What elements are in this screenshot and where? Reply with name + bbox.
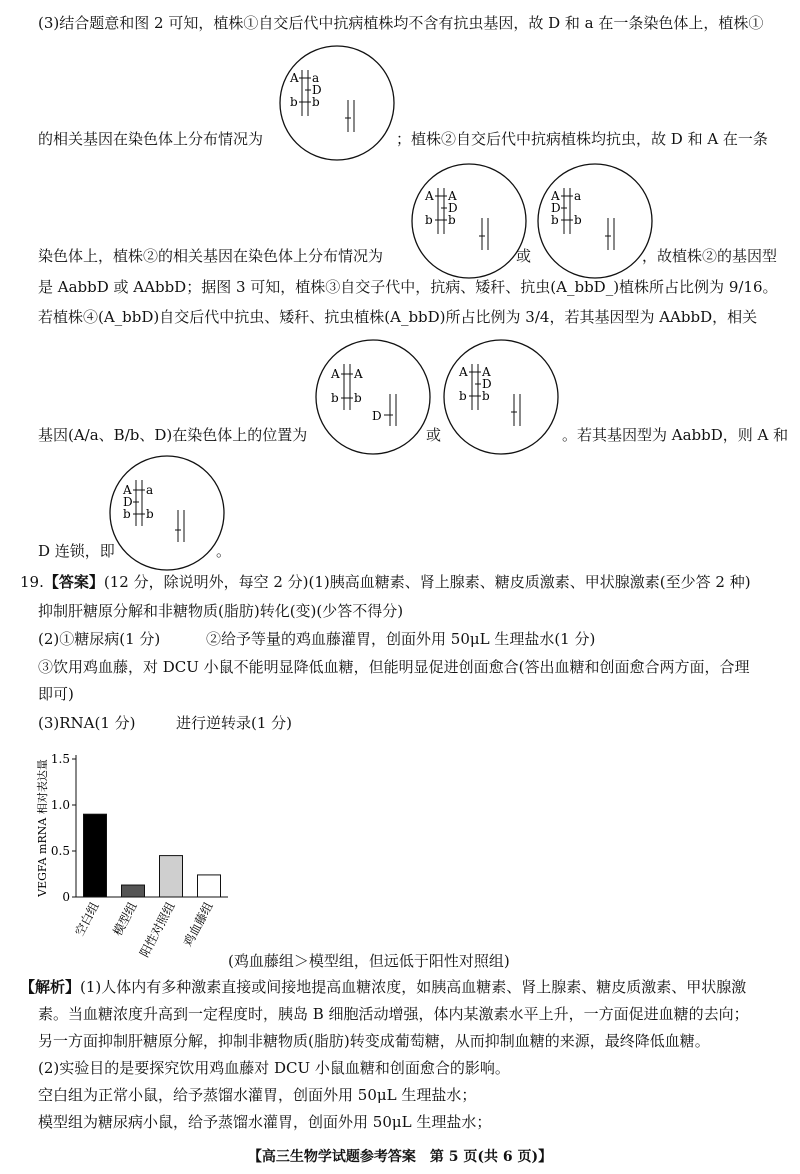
question-number: 19. (20, 573, 44, 591)
gene-label: b (312, 95, 320, 109)
gene-label: a (146, 483, 154, 497)
bar-4 (198, 875, 221, 897)
analysis-tag: 【解析】 (20, 978, 81, 996)
text-line: 。若其基因型为 AabbD，则 A 和 (562, 426, 789, 444)
analysis-line: (2)实验目的是要探究饮用鸡血藤对 DCU 小鼠血糖和创面愈合的影响。 (38, 1059, 510, 1077)
gene-label: b (331, 391, 339, 405)
text-line: 是 AabbD 或 AAbbD；据图 3 可知，植株③自交子代中，抗病、矮秆、抗虫(A_bbD_)植株所占比例为 9/16。 (38, 278, 778, 296)
gene-label: D (312, 83, 322, 97)
answer-text: (12 分，除说明外，每空 2 分)(1)胰高血糖素、肾上腺素、糖皮质激素、甲状腺激素(至少答 2 种) (103, 573, 751, 591)
gene-label: b (425, 213, 433, 227)
answer-line: ②给予等量的鸡血藤灌胃，创面外用 50μL 生理盐水(1 分) (206, 630, 596, 648)
bar-2 (122, 885, 145, 897)
analysis-line: 另一方面抑制肝糖原分解，抑制非糖物质(脂肪)转变成葡萄糖，从而抑制血糖的来源，最终降低血糖。 (38, 1032, 710, 1050)
answer-line: 即可) (38, 685, 74, 703)
x-tick-label: 鸡血藤组 (180, 899, 216, 949)
gene-label: b (290, 95, 298, 109)
text-line: ，故植株②的基因型 (642, 247, 778, 265)
gene-label: A (448, 189, 457, 203)
answer-line: 抑制肝糖原分解和非糖物质(脂肪)转化(变)(少答不得分) (38, 602, 404, 620)
gene-label: D (372, 409, 382, 423)
gene-label: b (123, 507, 131, 521)
text-line: 。 (216, 542, 232, 560)
bar-1 (84, 814, 107, 897)
gene-label: A (290, 71, 299, 85)
gene-label: A (551, 189, 560, 203)
y-tick-label: 1.5 (50, 752, 70, 766)
y-tick-label: 1.0 (50, 798, 70, 812)
bar-chart (30, 735, 250, 960)
gene-label: A (354, 367, 363, 381)
text-line: 若植株④(A_bbD)自交后代中抗虫、矮秆、抗虫植株(A_bbD)所占比例为 3/4，若其基因型为 AAbbD，相关 (38, 308, 758, 326)
chromosome-diagram (314, 338, 432, 456)
answer-line (20, 571, 780, 593)
text-line: 基因(A/a、B/b、D)在染色体上的位置为 (38, 426, 308, 444)
analysis-line: 模型组为糖尿病小鼠，给予蒸馏水灌胃，创面外用 50μL 生理盐水； (38, 1113, 492, 1131)
analysis-line: 空白组为正常小鼠，给予蒸馏水灌胃，创面外用 50μL 生理盐水； (38, 1086, 477, 1104)
bar-3 (160, 856, 183, 897)
gene-label: D (123, 495, 133, 509)
chart-caption: (鸡血藤组＞模型组，但远低于阳性对照组) (228, 952, 510, 970)
gene-label: b (354, 391, 362, 405)
answer-line: ③饮用鸡血藤，对 DCU 小鼠不能明显降低血糖，但能明显促进创面愈合(答出血糖和创面愈合两方面，合理 (38, 658, 750, 676)
chromosome-diagram (536, 162, 654, 280)
answer-line: 进行逆转录(1 分) (176, 714, 293, 732)
answer-tag: 【答案】 (43, 573, 104, 591)
analysis-line: 素。当血糖浓度升高到一定程度时，胰岛 B 细胞活动增强，体内某激素水平上升，一方面促进血糖的去向； (38, 1005, 749, 1023)
chromosome-diagram (410, 162, 528, 280)
x-tick-label: 模型组 (110, 899, 140, 939)
gene-label: b (146, 507, 154, 521)
text-line: (3)结合题意和图 2 可知，植株①自交后代中抗病植株均不含有抗虫基因，故 D 和 a 在一条染色体上，植株① (38, 14, 764, 32)
page-footer: 【高三生物学试题参考答案 第 5 页(共 6 页)】 (247, 1149, 553, 1165)
gene-label: A (331, 367, 340, 381)
chromosome-diagram (442, 338, 560, 456)
gene-label: A (482, 365, 491, 379)
text-line: ；植株②自交后代中抗病植株均抗虫，故 D 和 A 在一条 (396, 130, 768, 148)
analysis-text: (1)人体内有多种激素直接或间接地提高血糖浓度，如胰高血糖素、肾上腺素、糖皮质激素、甲状腺激 (80, 978, 747, 996)
text-line: D 连锁，即 (38, 542, 115, 560)
answer-line: (2)①糖尿病(1 分) (38, 630, 161, 648)
x-tick-label: 阳性对照组 (137, 899, 178, 960)
gene-label: b (459, 389, 467, 403)
text-line: 的相关基因在染色体上分布情况为 (38, 130, 264, 148)
y-axis-label: VEGFA mRNA 相对表达量 (36, 759, 49, 897)
analysis-line (20, 976, 780, 998)
gene-label: b (551, 213, 559, 227)
y-tick-label: 0.5 (50, 844, 70, 858)
y-tick-label: 0 (62, 890, 70, 904)
gene-label: b (482, 389, 490, 403)
chromosome-diagram (108, 454, 226, 572)
gene-label: b (574, 213, 582, 227)
text-line: 或 (516, 247, 532, 265)
chromosome-diagram (278, 44, 396, 162)
gene-label: A (425, 189, 434, 203)
gene-label: b (448, 213, 456, 227)
gene-label: D (482, 377, 492, 391)
answer-line: (3)RNA(1 分) (38, 714, 136, 732)
x-tick-label: 空白组 (72, 899, 102, 939)
gene-label: D (551, 201, 561, 215)
gene-label: D (448, 201, 458, 215)
text-line: 染色体上，植株②的相关基因在染色体上分布情况为 (38, 247, 384, 265)
gene-label: a (312, 71, 320, 85)
gene-label: A (459, 365, 468, 379)
text-line: 或 (426, 426, 442, 444)
gene-label: A (123, 483, 132, 497)
gene-label: a (574, 189, 582, 203)
